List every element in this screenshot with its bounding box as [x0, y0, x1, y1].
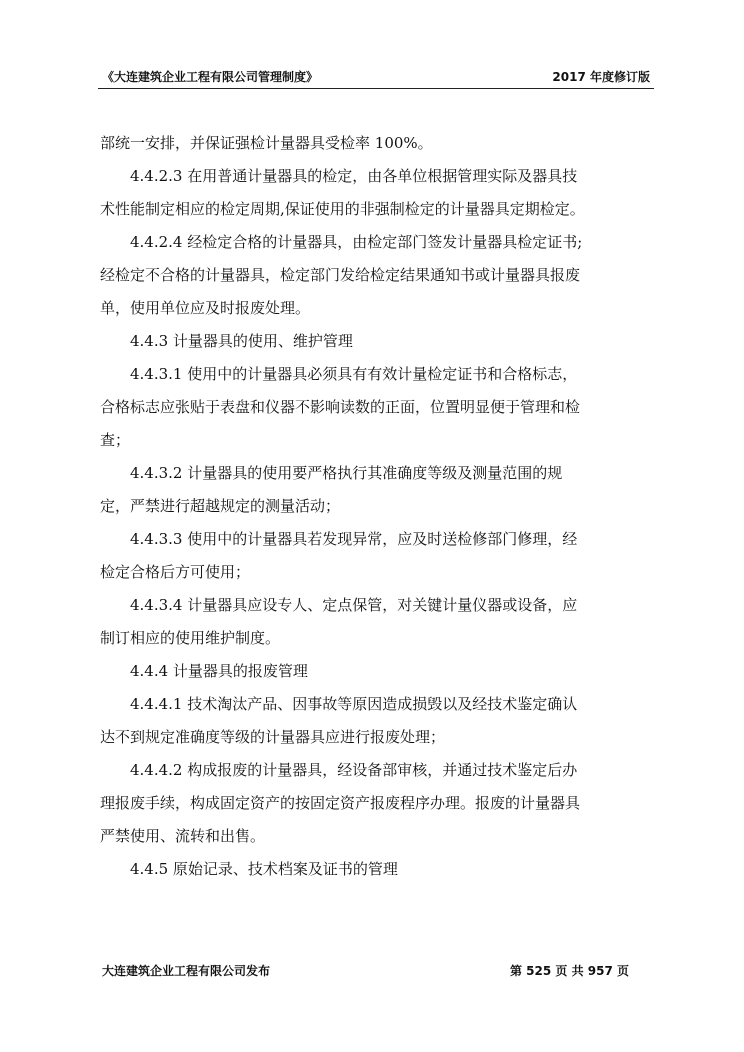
page-number: 第 525 页 共 957 页 — [510, 964, 629, 978]
body-line: 4.4.2.3 在用普通计量器具的检定，由各单位根据管理实际及器具技 — [100, 167, 578, 185]
body-line: 4.4.3.4 计量器具应设专人、定点保管，对关键计量仪器或设备，应 — [100, 596, 578, 614]
body-line: 4.4.4.1 技术淘汰产品、因事故等原因造成损毁以及经技术鉴定确认 — [100, 695, 578, 713]
body-line: 检定合格后方可使用； — [100, 563, 251, 581]
body-line: 合格标志应张贴于表盘和仪器不影响读数的正面，位置明显便于管理和检 — [100, 398, 581, 416]
section-heading: 4.4.3 计量器具的使用、维护管理 — [100, 332, 353, 350]
body-line: 4.4.3.3 使用中的计量器具若发现异常，应及时送检修部门修理，经 — [100, 530, 578, 548]
body-line: 4.4.3.2 计量器具的使用要严格执行其准确度等级及测量范围的规 — [100, 464, 563, 482]
body-line: 制订相应的使用维护制度。 — [100, 629, 281, 647]
body-line: 定，严禁进行超越规定的测量活动； — [100, 497, 341, 515]
section-heading: 4.4.4 计量器具的报废管理 — [100, 662, 308, 680]
body-line: 4.4.4.2 构成报废的计量器具，经设备部审核，并通过技术鉴定后办 — [100, 761, 578, 779]
document-body — [100, 127, 656, 886]
document-title: 《大连建筑企业工程有限公司管理制度》 — [102, 70, 319, 84]
page-header — [98, 66, 654, 89]
section-heading: 4.4.5 原始记录、技术档案及证书的管理 — [100, 860, 398, 878]
body-line: 查； — [100, 431, 131, 449]
body-line: 达不到规定准确度等级的计量器具应进行报废处理； — [100, 728, 446, 746]
body-line: 4.4.3.1 使用中的计量器具必须具有有效计量检定证书和合格标志， — [100, 365, 578, 383]
body-line: 严禁使用、流转和出售。 — [100, 827, 266, 845]
publisher-label: 大连建筑企业工程有限公司发布 — [102, 964, 271, 978]
edition-label: 2017 年度修订版 — [552, 70, 650, 84]
body-line: 部统一安排，并保证强检计量器具受检率 100%。 — [100, 134, 433, 152]
body-line: 经检定不合格的计量器具，检定部门发给检定结果通知书或计量器具报废 — [100, 266, 581, 284]
body-line: 理报废手续，构成固定资产的按固定资产报废程序办理。报废的计量器具 — [100, 794, 581, 812]
body-line: 单，使用单位应及时报废处理。 — [100, 299, 311, 317]
page-footer — [102, 962, 654, 982]
body-line: 4.4.2.4 经检定合格的计量器具，由检定部门签发计量器具检定证书; — [100, 233, 583, 251]
body-line: 术性能制定相应的检定周期,保证使用的非强制检定的计量器具定期检定。 — [100, 200, 585, 218]
